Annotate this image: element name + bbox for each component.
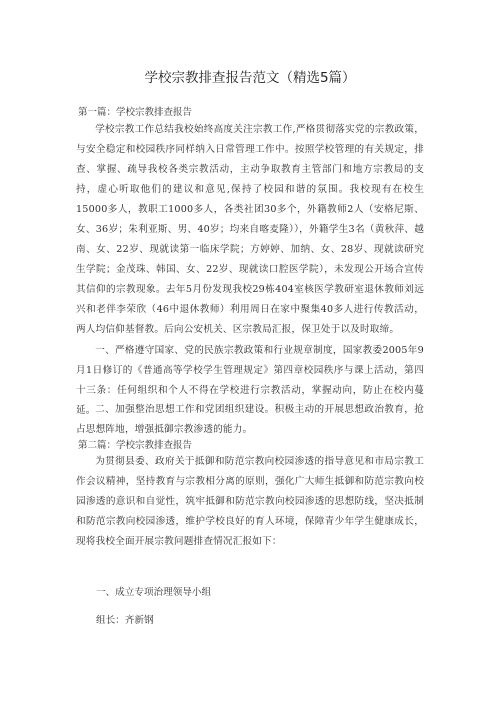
section-2-leader: 组长：齐新钢 [96, 615, 154, 626]
section-2-paragraph-1: 为贯彻县委、政府关于抵御和防范宗教向校园渗透的指导意见和市局宗教工作会议精神，坚持教育与宗教相分离的原则，强化广大师生抵御和防范宗教向校园渗透的意识和自觉性，筑牢抵御和防范宗教向校园渗透的思想防线，坚决抵制和防范宗教向校园渗透，维护学校良好的育人环境，保障青少年学生健康成长，现将我校全面开展宗教问题排查情况汇报如下： [76, 456, 424, 547]
section-1-paragraph-3: 二、加强整治思想工作和党团组织建设。积极主动的开展思想政治教育，抢占思想阵地，增强抵御宗教渗透的能力。 [76, 404, 424, 435]
section-1-paragraph-2: 一、严格遵守国家、党的民族宗教政策和行业规章制度，国家教委2005年9月1日修订的《普通高等学校学生管理规定》第四章校园秩序与课上活动，第四十三条：任何组织和个人不得在学校进行宗教活动，掌握动向，防止在校内蔓延。 [76, 345, 424, 416]
section-1-heading: 第一篇：学校宗教排查报告 [78, 107, 193, 118]
section-2-heading: 第二篇：学校宗教排查报告 [78, 440, 193, 451]
section-2-item-1: 一、成立专项治理领导小组 [96, 587, 212, 598]
section-1-paragraph-1: 学校宗教工作总结我校始终高度关注宗教工作,严格贯彻落实党的宗教政策，与安全稳定和校园秩序同样纳入日常管理工作中。按照学校管理的有关规定，排查、掌握、疏导我校各类宗教活动，主动争取教育主管部门和地方宗教局的支持，虚心听取他们的建议和意见,保持了校园和谐的氛围。我校现有在校生15000多人，教职工1000多人，各类社团30多个，外籍教师2人（安格尼斯、女、36岁；朱利亚斯、男、40岁；均来自喀麦隆）），外籍学生3名（黄秋萍、越南、女、22岁、现就读第一临床学院；方婷婷、加纳、女、28岁、现就读研究生学院；金茂珠、韩国、女、22岁、现就读口腔医学院），未发现公开场合宣传其信仰的宗教现象。去年5月份发现我校29栋404室核医学教研室退休教师刘远兴和老伴李荣欣（46中退休教师）利用周日在家中聚集40多人进行传教活动，两人均信仰基督教。后向公安机关、区宗教局汇报，保卫处于以及时取缔。 [76, 124, 424, 335]
document-title: 学校宗教排查报告范文（精选5篇） [144, 70, 356, 86]
